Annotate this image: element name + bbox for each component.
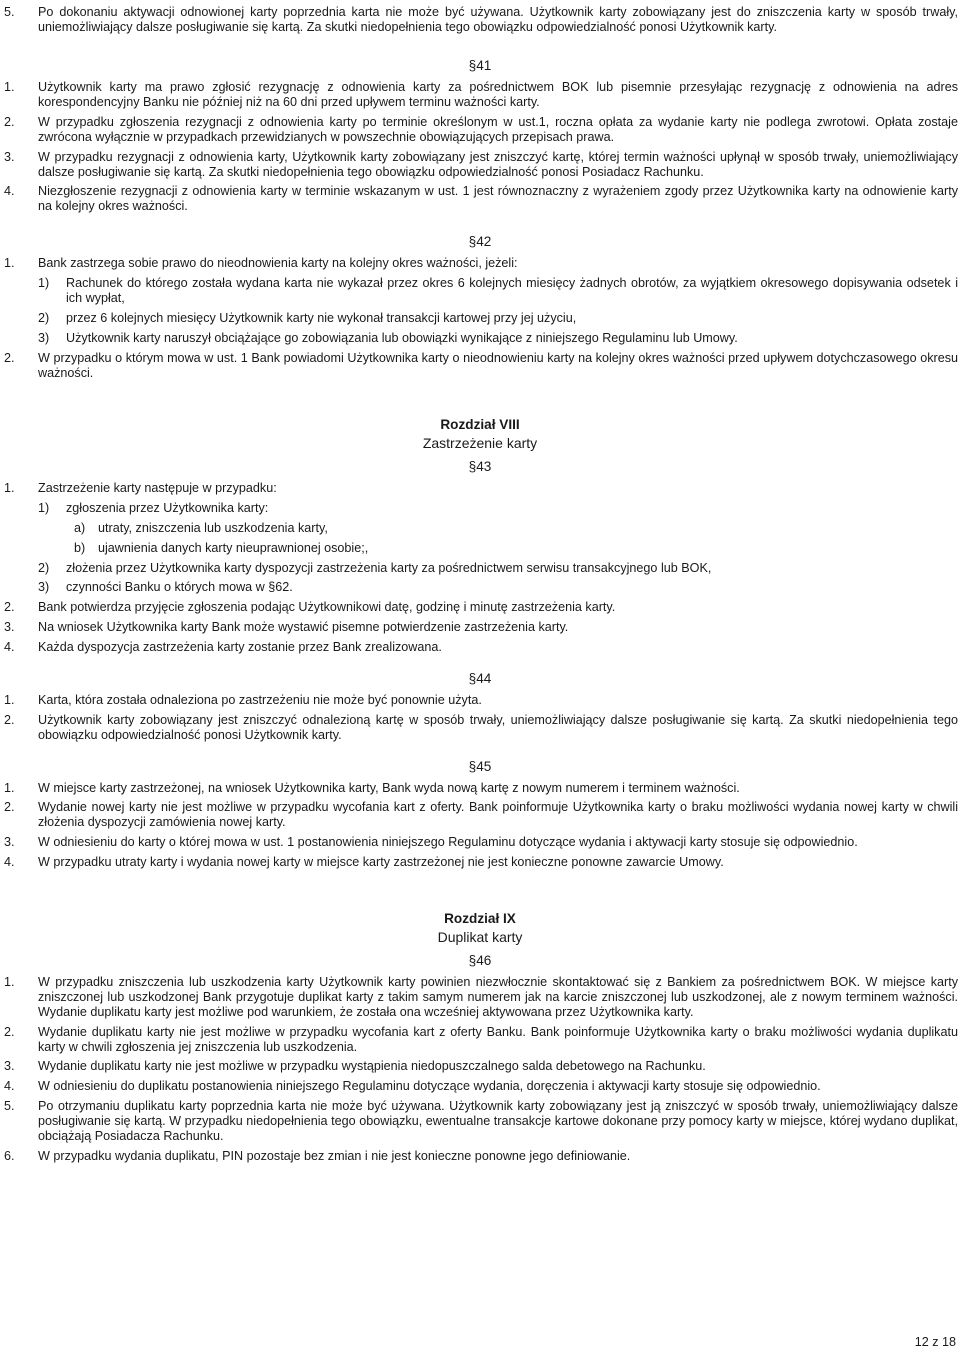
item-text: Bank zastrzega sobie prawo do nieodnowienia karty na kolejny okres ważności, jeżeli: [38, 256, 518, 271]
item-number: 1. [4, 256, 15, 271]
item-number: 1. [4, 974, 15, 989]
paragraph-item [0, 600, 960, 615]
item-text: Po dokonaniu aktywacji odnowionej karty poprzednia karta nie może być używana. Użytkownik karty zobowiązany jest do zniszczenia karty w sposób trwały, uniemożliwiający dalsze posługiwanie się kartą. Za skutki niedopełnienia tego obowiązku odpowiedzialność ponosi Użytkownik karty. [38, 5, 958, 34]
paragraph-item [0, 80, 960, 110]
sub-item-text: Użytkownik karty naruszył obciążające go zobowiązania lub obowiązki wynikające z niniejszego Regulaminu lub Umowy. [66, 330, 738, 345]
item-number: 2. [4, 1024, 15, 1039]
paragraph-item [0, 115, 960, 145]
item-text: Użytkownik karty zobowiązany jest zniszczyć odnalezioną kartę w sposób trwały, uniemożliwiający dalsze posługiwanie się kartą. Za skutki niedopełnienia tego obowiązku odpowiedzialność ponosi Użytkownik karty. [38, 712, 958, 742]
sub-item-text: zgłoszenia przez Użytkownika karty: [66, 501, 269, 516]
item-number: 6. [4, 1148, 15, 1163]
paragraph-item [0, 855, 960, 870]
item-number: 3. [4, 1059, 15, 1074]
chapter-title: Rozdział VIII [440, 417, 520, 433]
sub-item [0, 580, 960, 595]
item-text: W odniesieniu do karty o której mowa w ust. 1 postanowienia niniejszego Regulaminu dotyczące wydania i aktywacji karty stosuje się odpowiednio. [38, 835, 858, 850]
section-heading-45: §45 [468, 758, 492, 774]
item-number: 2. [4, 114, 15, 129]
item-number: 5. [4, 1098, 15, 1113]
paragraph-item [0, 1025, 960, 1055]
item-text: Wydanie nowej karty nie jest możliwe w przypadku wycofania kart z oferty. Bank poinformuje Użytkownika karty o braku możliwości wydania nowej karty w chwili złożenia dyspozycji zamówienia nowej karty. [38, 800, 958, 830]
paragraph-item [0, 256, 960, 271]
paragraph-item [0, 1059, 960, 1074]
sub-item-number: 3) [38, 580, 50, 595]
item-text: Użytkownik karty ma prawo zgłosić rezygnację z odnowienia karty za pośrednictwem BOK lub pisemnie przesyłając rezygnację z odnowienia na adres korespondencyjny Banku nie później niż na 60 dni przed upływem terminu ważności karty. [38, 80, 958, 109]
paragraph-item [0, 835, 960, 850]
paragraph-item [0, 351, 960, 381]
chapter-subtitle: Duplikat karty [437, 928, 523, 945]
item-number: 5. [4, 5, 15, 19]
item-text: Wydanie duplikatu karty nie jest możliwe w przypadku wystąpienia niedopuszczalnego salda debetowego na Rachunku. [38, 1059, 706, 1074]
item-text: Bank potwierdza przyjęcie zgłoszenia podając Użytkownikowi datę, godzinę i minutę zastrzeżenia karty. [38, 600, 616, 615]
sub-sub-item-text: utraty, zniszczenia lub uszkodzenia karty, [98, 520, 328, 535]
sub-item [0, 561, 960, 576]
sub-item-text: Rachunek do którego została wydana karta nie wykazał przez okres 6 kolejnych miesięcy żadnych obrotów, za wyjątkiem okresowego dopisywania odsetek i ich wypłat, [66, 276, 958, 306]
paragraph-item [0, 481, 960, 496]
sub-item [0, 276, 960, 306]
paragraph-item [0, 620, 960, 635]
paragraph-item [0, 150, 960, 180]
paragraph-item [0, 781, 960, 796]
sub-item [0, 331, 960, 346]
paragraph-item [0, 800, 960, 830]
item-text: W przypadku utraty karty i wydania nowej karty w miejsce karty zastrzeżonej nie jest konieczne ponowne zawarcie Umowy. [38, 854, 724, 869]
sub-item [0, 311, 960, 326]
sub-sub-item [0, 541, 960, 556]
paragraph-item [0, 713, 960, 743]
item-number: 2. [4, 600, 15, 615]
sub-item-text: przez 6 kolejnych miesięcy Użytkownik karty nie wykonał transakcji kartowej przy jej użyciu, [66, 310, 577, 325]
sub-item-number: 3) [38, 330, 50, 345]
paragraph-item [0, 5, 960, 35]
item-number: 1. [4, 481, 15, 496]
page-number: 12 z 18 [914, 1335, 956, 1349]
item-number: 1. [4, 80, 15, 94]
item-text: W przypadku rezygnacji z odnowienia karty, Użytkownik karty zobowiązany jest zniszczyć kartę, której termin ważności upłynął w sposób trwały, uniemożliwiający dalsze posługiwanie się kartą. Za skutki niedopełnienia tego obowiązku odpowiedzialność ponosi Posiadacz Rachunku. [38, 149, 958, 179]
item-number: 3. [4, 835, 15, 850]
item-number: 2. [4, 800, 15, 815]
item-number: 2. [4, 712, 15, 727]
sub-item-text: czynności Banku o których mowa w §62. [66, 580, 293, 595]
paragraph-item [0, 1149, 960, 1164]
item-text: Po otrzymaniu duplikatu karty poprzednia karta nie może być używana. Użytkownik karty zobowiązany jest ją zniszczyć w sposób trwały, uniemożliwiający dalsze posługiwanie się kartą. W przypadku niedopełnienia tego obowiązku, ewentualne transakcje kartowe dokonane przy pomocy karty w miejsce, której wydano duplikat, obciążają Posiadacza Rachunku. [38, 1098, 958, 1143]
item-number: 4. [4, 184, 15, 199]
item-number: 2. [4, 350, 15, 365]
item-number: 1. [4, 780, 15, 795]
sub-sub-item-number: b) [74, 540, 86, 555]
item-number: 4. [4, 639, 15, 654]
item-text: W odniesieniu do duplikatu postanowienia niniejszego Regulaminu dotyczące wydania, doręczenia i aktywacji karty stosuje się odpowiednio. [38, 1079, 821, 1094]
paragraph-item [0, 975, 960, 1020]
sub-item-number: 1) [38, 276, 50, 291]
item-text: Karta, która została odnaleziona po zastrzeżeniu nie może być ponownie użyta. [38, 692, 482, 707]
chapter-title: Rozdział IX [444, 910, 516, 926]
sub-item [0, 501, 960, 516]
item-text: Niezgłoszenie rezygnacji z odnowienia karty w terminie wskazanym w ust. 1 jest równoznaczny z wyrażeniem zgody przez Użytkownika karty na odnowienie karty na kolejny okres ważności. [38, 184, 958, 214]
item-text: Zastrzeżenie karty następuje w przypadku: [38, 481, 277, 496]
sub-item-text: złożenia przez Użytkownika karty dyspozycji zastrzeżenia karty za pośrednictwem serwisu transakcyjnego lub BOK, [66, 560, 712, 575]
item-text: W miejsce karty zastrzeżonej, na wniosek Użytkownika karty, Bank wyda nową kartę z nowym numerem i terminem ważności. [38, 780, 740, 795]
paragraph-item [0, 693, 960, 708]
item-text: Na wniosek Użytkownika karty Bank może wystawić pisemne potwierdzenie zastrzeżenia karty. [38, 619, 569, 634]
chapter-subtitle: Zastrzeżenie karty [422, 435, 538, 452]
sub-item-number: 2) [38, 560, 50, 575]
item-text: W przypadku wydania duplikatu, PIN pozostaje bez zmian i nie jest konieczne ponowne jego definiowanie. [38, 1148, 631, 1163]
item-number: 1. [4, 692, 15, 707]
section-heading-42: §42 [468, 234, 492, 250]
paragraph-item [0, 1099, 960, 1144]
sub-sub-item-number: a) [74, 520, 86, 535]
sub-item-number: 2) [38, 310, 50, 325]
section-heading-46: §46 [468, 952, 492, 968]
paragraph-item [0, 1079, 960, 1094]
item-text: W przypadku zgłoszenia rezygnacji z odnowienia karty po terminie określonym w ust.1, roczna opłata za wydanie karty nie podlega zwrotowi. Opłata zostaje zwrócona wyłącznie w przypadkach przewidzianych w powszechnie obowiązujących przepisach prawa. [38, 114, 958, 144]
item-text: Wydanie duplikatu karty nie jest możliwe w przypadku wycofania kart z oferty Banku. Bank poinformuje Użytkownika karty o braku możliwości wydania duplikatu karty w chwili zgłoszenia jej zniszczenia lub uszkodzenia. [38, 1024, 958, 1054]
sub-sub-item-text: ujawnienia danych karty nieuprawnionej osobie;, [98, 540, 369, 555]
item-text: Każda dyspozycja zastrzeżenia karty zostanie przez Bank zrealizowana. [38, 639, 442, 654]
sub-item-number: 1) [38, 501, 50, 516]
section-heading-43: §43 [468, 459, 492, 475]
item-number: 3. [4, 619, 15, 634]
sub-sub-item [0, 521, 960, 536]
item-number: 4. [4, 1079, 15, 1094]
item-number: 4. [4, 854, 15, 869]
item-number: 3. [4, 149, 15, 164]
section-heading-44: §44 [468, 670, 492, 686]
paragraph-item [0, 184, 960, 214]
section-heading-41: §41 [468, 58, 492, 73]
paragraph-item [0, 640, 960, 655]
item-text: W przypadku o którym mowa w ust. 1 Bank powiadomi Użytkownika karty o nieodnowieniu karty na kolejny okres ważności przed upływem dotychczasowego okresu ważności. [38, 350, 958, 380]
item-text: W przypadku zniszczenia lub uszkodzenia karty Użytkownik karty powinien niezwłocznie skontaktować się z Bankiem za pośrednictwem BOK. W miejsce karty zniszczonej lub uszkodzonej Bank przygotuje duplikat karty z takim samym numerem jak na karcie zniszczonej lub uszkodzonej, ale z nowym terminem ważności. Wydanie duplikatu karty jest możliwe pod warunkiem, że została ona wcześniej aktywowana przez Użytkownika karty. [38, 974, 958, 1019]
